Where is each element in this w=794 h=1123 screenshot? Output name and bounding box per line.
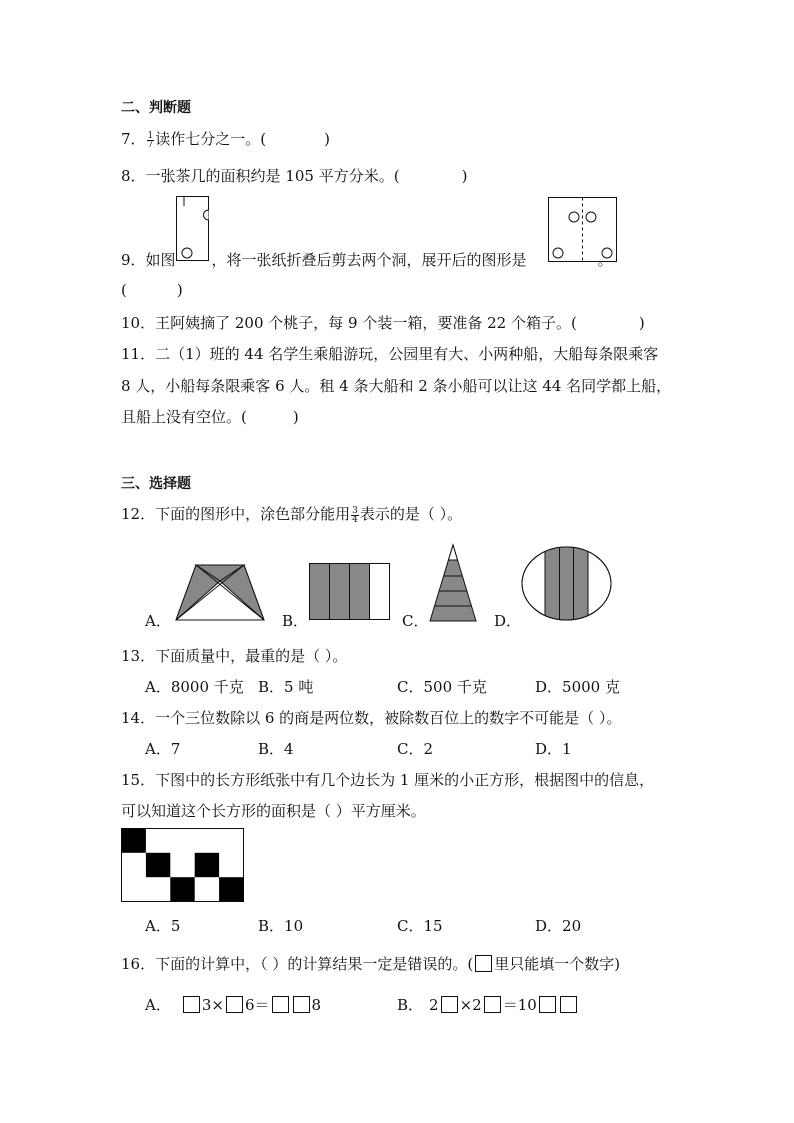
blank-box-icon [475, 955, 492, 972]
q14-stem: 14．一个三位数除以 6 的商是两位数，被除数百位上的数字不可能是（ ）。 [121, 709, 622, 727]
q13-stem: 13．下面质量中，最重的是（ ）。 [121, 647, 348, 665]
q14-option-c[interactable]: C．2 [397, 740, 434, 758]
blank-box-icon [293, 996, 310, 1013]
question-10 [121, 312, 645, 333]
q16-a-term2: 6＝ [244, 996, 270, 1014]
option-c-triangle [429, 544, 477, 622]
blank-box-icon [539, 996, 556, 1013]
q12-option-d-label[interactable]: D． [494, 612, 522, 630]
q15-option-c[interactable]: C．15 [397, 917, 443, 935]
q16-b-term1: 2 [429, 996, 439, 1014]
frac-den: 7 [147, 139, 154, 150]
q16-b-term3: ＝10 [502, 996, 537, 1014]
frac-den: 4 [352, 514, 358, 525]
q12-option-c-label[interactable]: C． [402, 612, 429, 630]
q10-text: 10．王阿姨摘了 200 个桃子，每 9 个装一箱，要准备 22 个箱子。( [121, 314, 577, 332]
q14-option-d[interactable]: D．1 [535, 740, 572, 758]
blank-box-icon [226, 996, 243, 1013]
blank-box-icon [441, 996, 458, 1013]
q7-number: 7． [121, 130, 146, 148]
frac-num: 3 [352, 505, 358, 516]
option-a-trapezoid [175, 563, 267, 621]
q12-text-a: 12．下面的图形中，涂色部分能用 [121, 505, 351, 523]
q16-b-term2: ×2 [459, 996, 482, 1014]
q15-rectangle-grid [121, 828, 245, 903]
frac-num: 1 [147, 130, 154, 141]
q16-a-term1: 3× [201, 996, 224, 1014]
q15-option-a[interactable]: A．5 [145, 917, 181, 935]
q11-close: ) [292, 408, 299, 426]
section-title-judge: 二、判断题 [121, 100, 191, 116]
q15-option-d[interactable]: D．20 [535, 917, 582, 935]
q16-text-b: 里只能填一个数字) [494, 955, 621, 973]
q9-text-c: 。 [597, 251, 613, 269]
q11-line3 [121, 406, 299, 427]
q8-close: ) [461, 167, 468, 185]
q9-paren-open: ( [121, 281, 127, 299]
q13-option-c[interactable]: C．500 千克 [397, 678, 487, 696]
q9-text-b: ，将一张纸折叠后剪去两个洞，展开后的图形是 [211, 251, 527, 269]
section-title-choice: 三、选择题 [121, 476, 191, 492]
q16-option-a-label: A． [145, 996, 171, 1014]
q14-option-b[interactable]: B．4 [258, 740, 294, 758]
q11-line1: 11．二（1）班的 44 名学生乘船游玩，公园里有大、小两种船，大船每条限乘客 [121, 345, 659, 363]
question-12 [121, 503, 462, 524]
option-b-rectangle [309, 563, 391, 621]
q15-line1: 15．下图中的长方形纸张中有几个边长为 1 厘米的小正方形，根据图中的信息， [121, 771, 655, 789]
fraction-three-quarters [351, 507, 359, 524]
q9-text-a: 9．如图 [121, 251, 176, 269]
q13-option-a[interactable]: A．8000 千克 [145, 678, 244, 696]
q16-option-a[interactable] [145, 994, 321, 1015]
blank-box-icon [272, 996, 289, 1013]
q11-text: 且船上没有空位。( [121, 408, 247, 426]
q15-line2: 可以知道这个长方形的面积是（ ）平方厘米。 [121, 802, 426, 820]
q11-line2: 8 人，小船每条限乘客 6 人。租 4 条大船和 2 条小船可以让这 44 名同学都上船， [121, 377, 672, 395]
question-7 [121, 128, 330, 149]
question-9 [121, 249, 613, 270]
q16-option-b[interactable] [397, 994, 579, 1015]
q13-option-d[interactable]: D．5000 克 [535, 678, 620, 696]
q10-close: ) [638, 314, 645, 332]
q12-option-b-label[interactable]: B． [282, 612, 309, 630]
blank-box-icon [560, 996, 577, 1013]
q12-option-a-label[interactable]: A． [145, 612, 171, 630]
q16-a-term3: 8 [311, 996, 322, 1014]
question-16 [121, 953, 620, 974]
question-8 [121, 165, 467, 186]
q12-text-b: 表示的是（ ）。 [359, 505, 463, 523]
q7-text: 读作七分之一。( [155, 130, 267, 148]
q13-option-b[interactable]: B．5 吨 [258, 678, 314, 696]
option-d-oval [521, 546, 613, 622]
q7-close: ) [324, 130, 330, 148]
q9-paren-close: ) [176, 281, 183, 299]
blank-box-icon [484, 996, 501, 1013]
fraction-one-seventh [147, 132, 155, 149]
q8-text: 8．一张茶几的面积约是 105 平方分米。( [121, 167, 400, 185]
q9-answer-paren [121, 281, 183, 299]
q16-text-a: 16．下面的计算中，（ ）的计算结果一定是错误的。( [121, 955, 474, 973]
blank-box-icon [183, 996, 200, 1013]
q14-option-a[interactable]: A．7 [145, 740, 181, 758]
q16-option-b-label: B． [397, 996, 424, 1014]
q15-option-b[interactable]: B．10 [258, 917, 304, 935]
